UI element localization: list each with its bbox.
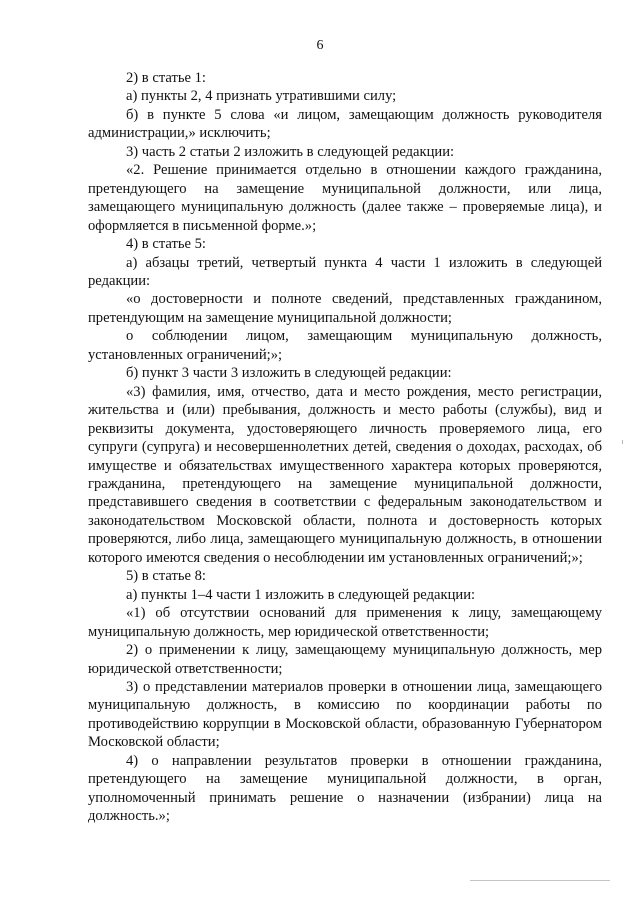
paragraph-article-2-heading: 3) часть 2 статьи 2 изложить в следующей редакции: [126,143,455,160]
paragraph-article-8-item-a: а) пункты 1–4 части 1 изложить в следующей редакции: [126,586,476,603]
paragraph-article-1-item-b: б) в пункте 5 слова «и лицом, замещающим должность руководителя администрации,» исключить; [88,106,602,142]
paragraph-article-5-item-b: б) пункт 3 части 3 изложить в следующей редакции: [126,365,452,382]
paragraph-article-8-point-3: 3) о представлении материалов проверки в отношении лица, замещающего муниципальную должность, в комиссию по координации работы по противодействию коррупции в Московской области, образованную Губернатором Московской области; [88,678,602,751]
paragraph-article-8-point-4: 4) о направлении результатов проверки в отношении гражданина, претендующего на замещение муниципальной должности, в орган, уполномоченный принимать решение о назначении (избрании) лица на должность.»; [88,752,602,825]
paragraph-article-5-quote-1: «о достоверности и полноте сведений, представленных гражданином, претендующим на замещение муниципальной должности; [88,291,602,326]
paragraph-article-5-quote-2: о соблюдении лицом, замещающим муниципальную должность, установленных ограничений;»; [88,328,602,363]
paragraph-article-5-heading: 4) в статье 5: [126,236,206,253]
paragraph-article-8-point-2: 2) о применении к лицу, замещающему муниципальную должность, мер юридической ответственности; [88,642,602,677]
document-body [88,69,602,826]
page-number: 6 [316,38,324,53]
paragraph-article-1-item-a: а) пункты 2, 4 признать утратившими силу; [126,88,397,105]
bottom-rule [470,880,610,881]
scan-mark [622,440,623,444]
paragraph-article-8-point-1: «1) об отсутствии оснований для применения к лицу, замещающему муниципальную должность, мер юридической ответственности; [88,605,602,640]
paragraph-article-1-heading: 2) в статье 1: [126,70,206,86]
paragraph-article-2-text: «2. Решение принимается отдельно в отношении каждого гражданина, претендующего на замещение муниципальной должности, или лица, замещающего муниципальную должность (далее также – проверяемые лица), и оформляется в письменной форме.»; [88,162,602,234]
paragraph-article-5-quote-3: «3) фамилия, имя, отчество, дата и место рождения, место регистрации, жительства и (или) пребывания, должность и место работы (службы), вид и реквизиты документа, удостоверяющего личность проверяемого лица, его супруги (супруга) и несовершеннолетних детей, сведения о доходах, расходах, об имуществе и обязательствах имущественного характера которых проверяются, гражданина, претендующего на замещение муниципальной должности, представившего сведения в соответствии с федеральным законодательством и законодательством Московской области, полнота и достоверность которых проверяются, либо лица, замещающего муниципальную должность, в отношении которого имеются сведения о несоблюдении им установленных ограничений;»; [88,383,602,566]
paragraph-article-8-heading: 5) в статье 8: [126,568,206,585]
paragraph-article-5-item-a: а) абзацы третий, четвертый пункта 4 части 1 изложить в следующей редакции: [88,254,602,289]
